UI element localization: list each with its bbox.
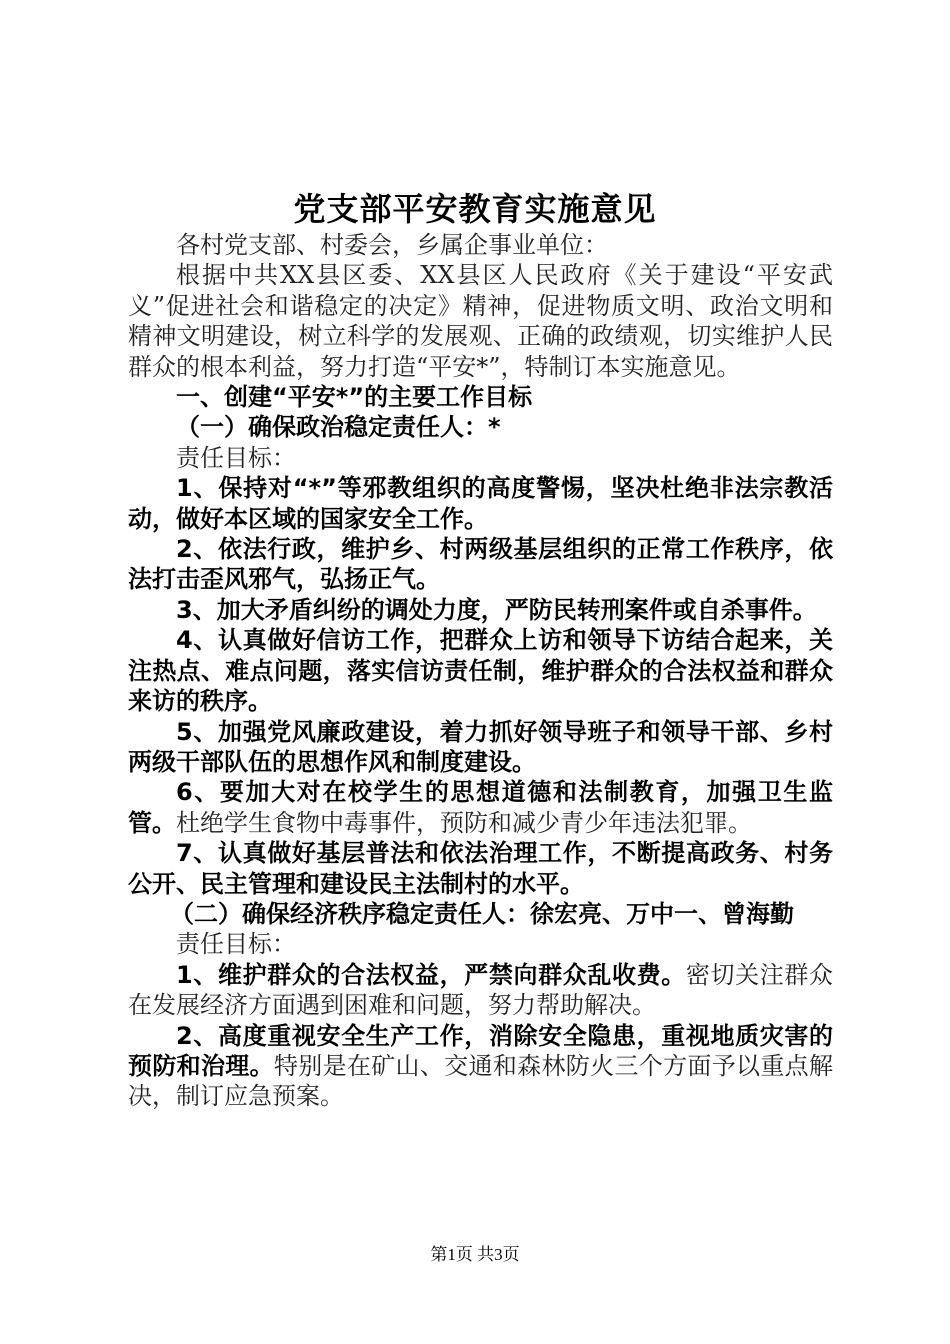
list-item: 5、加强党风廉政建设，着力抓好领导班子和领导干部、乡村两级干部队伍的思想作风和制度建设。 xyxy=(128,717,833,776)
list-item: 1、保持对“*”等邪教组织的高度警惕，坚决杜绝非法宗教活动，做好本区域的国家安全工作。 xyxy=(128,474,833,533)
section-1-heading: 一、创建“平安*”的主要工作目标 xyxy=(176,383,533,412)
page-footer: 第1页 共3页 xyxy=(430,1245,520,1264)
list-item: 4、认真做好信访工作，把群众上访和领导下访结合起来，关注热点、难点问题，落实信访责任制，维护群众的合法权益和群众来访的秩序。 xyxy=(128,626,833,716)
list-item xyxy=(128,960,833,1021)
intro-paragraph: 根据中共XX县区委、XX县区人民政府《关于建设“平安武义”促进社会和谐稳定的决定》精神，促进物质文明、政治文明和精神文明建设，树立科学的发展观、正确的政绩观，切实维护人民群众的根本利益，努力打造“平安*”，特制订本实施意见。 xyxy=(128,261,833,381)
salutation: 各村党支部、村委会，乡属企事业单位： xyxy=(176,231,608,259)
subsection-2-label: 责任目标： xyxy=(176,930,296,959)
list-item xyxy=(128,1021,833,1112)
sub2-item-2-regular: 特别是在矿山、交通和森林防火三个方面予以重点解决，制订应急预案。 xyxy=(128,1051,834,1111)
document-title: 党支部平安教育实施意见 xyxy=(293,190,657,228)
list-item: 2、依法行政，维护乡、村两级基层组织的正常工作秩序，依法打击歪风邪气，弘扬正气。 xyxy=(128,535,833,594)
document-body xyxy=(128,230,833,1112)
list-item: 7、认真做好基层普法和依法治理工作，不断提高政务、村务公开、民主管理和建设民主法制村的水平。 xyxy=(128,839,833,898)
item-6-regular: 杜绝学生食物中毒事件，预防和减少青少年违法犯罪。 xyxy=(176,808,752,837)
sub2-item-2-bold: 2、高度重视安全生产工作，消除安全隐患，重视地质灾害的预防和治理。 xyxy=(128,1021,833,1080)
sub2-item-1-regular: 密切关注群众在发展经济方面遇到困难和问题，努力帮助解决。 xyxy=(128,960,834,1020)
list-item: 3、加大矛盾纠纷的调处力度，严防民转刑案件或自杀事件。 xyxy=(176,595,817,624)
subsection-2-heading: （二）确保经济秩序稳定责任人：徐宏亮、万中一、曾海勤 xyxy=(170,899,794,928)
sub2-item-1-bold: 1、维护群众的合法权益，严禁向群众乱收费。 xyxy=(176,960,686,989)
list-item xyxy=(128,777,833,838)
subsection-1-label: 责任目标： xyxy=(176,443,296,472)
subsection-1-heading: （一）确保政治稳定责任人：* xyxy=(176,413,501,442)
item-6-bold: 6、要加大对在校学生的思想道德和法制教育，加强卫生监管。 xyxy=(128,778,833,837)
